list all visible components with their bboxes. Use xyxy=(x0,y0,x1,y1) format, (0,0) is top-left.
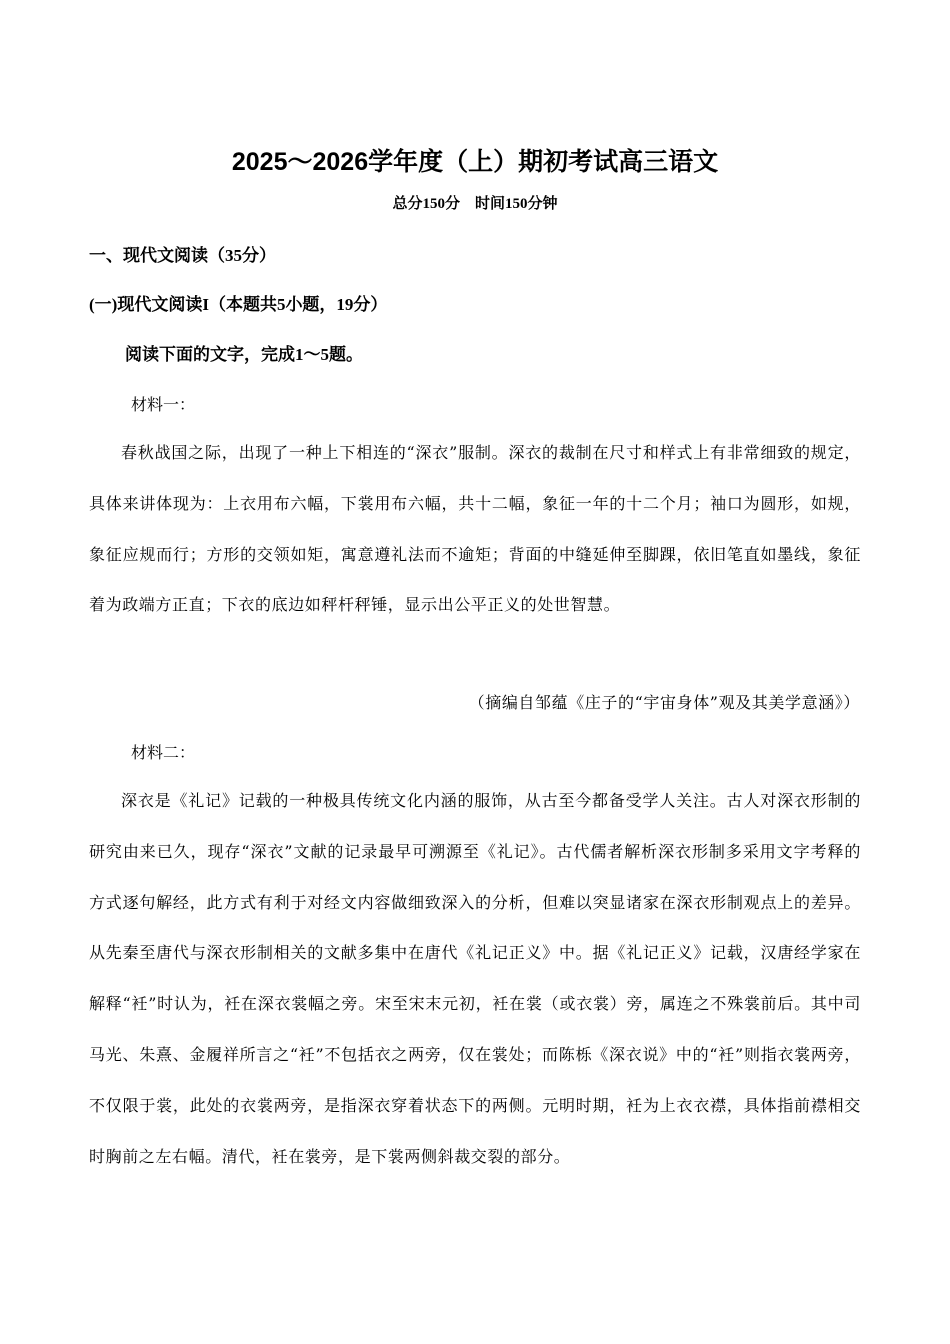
subsection-heading: (一)现代文阅读I（本题共5小题，19分） xyxy=(89,295,388,314)
exam-subtitle: 总分150分 时间150分钟 xyxy=(392,196,558,212)
section-heading: 一、现代文阅读（35分） xyxy=(89,246,276,265)
reading-instruction: 阅读下面的文字，完成1～5题。 xyxy=(125,345,363,364)
material-2-label: 材料二： xyxy=(131,743,196,762)
material-1-source: （摘编自邹蕴《庄子的“宇宙身体”观及其美学意涵》） xyxy=(468,693,860,712)
exam-title: 2025～2026学年度（上）期初考试高三语文 xyxy=(231,148,719,176)
material-2-paragraph: 深衣是《礼记》记载的一种极具传统文化内涵的服饰，从古至今都备受学人关注。古人对深衣形制的研究由来已久，现存“深衣”文献的记录最早可溯源至《礼记》。古代儒者解析深衣形制多采用文字考释的方式逐句解经，此方式有利于对经文内容做细致深入的分析，但难以突显诸家在深衣形制观点上的差异。从先秦至唐代与深衣形制相关的文献多集中在唐代《礼记正义》中。据《礼记正义》记载，汉唐经学家在解释“衽”时认为，衽在深衣裳幅之旁。宋至宋末元初，衽在裳（或衣裳）旁，属连之不殊裳前后。其中司马光、朱熹、金履祥所言之“衽”不包括衣之两旁，仅在裳处；而陈栎《深衣说》中的“衽”则指衣裳两旁，不仅限于裳，此处的衣裳两旁，是指深衣穿着状态下的两侧。元明时期，衽为上衣衣襟，具体指前襟相交时胸前之左右幅。清代，衽在裳旁，是下裳两侧斜裁交裂的部分。 xyxy=(89,791,861,1166)
material-1-paragraph: 春秋战国之际，出现了一种上下相连的“深衣”服制。深衣的裁制在尺寸和样式上有非常细致的规定，具体来讲体现为：上衣用布六幅，下裳用布六幅，共十二幅，象征一年的十二个月；袖口为圆形，如规，象征应规而行；方形的交领如矩，寓意遵礼法而不逾矩；背面的中缝延伸至脚踝，依旧笔直如墨线，象征着为政端方正直；下衣的底边如秤杆秤锤，显示出公平正义的处世智慧。 xyxy=(89,443,861,615)
material-1-label: 材料一： xyxy=(131,395,196,414)
